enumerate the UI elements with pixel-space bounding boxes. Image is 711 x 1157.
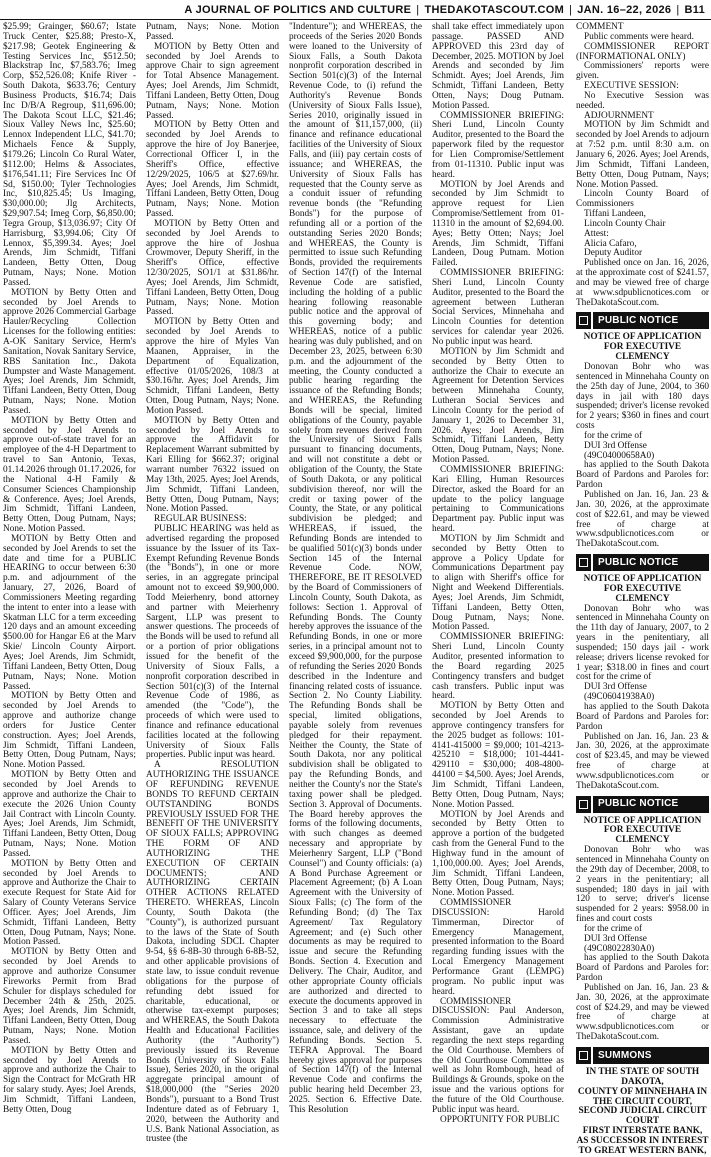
paragraph: Commissioners' reports were given. bbox=[576, 61, 709, 82]
header-separator: | bbox=[569, 3, 573, 16]
notice-square-icon bbox=[576, 1047, 593, 1064]
summons-heading: IN THE STATE OF SOUTH DAKOTA, bbox=[585, 1067, 700, 1087]
paragraph: MOTION by Betty Otten and seconded by Joel Arends to approve the Affidavit for Replacement Warrant submitted by Kari Elling for $662.37; original warrant number 76322 issued on May 13th, 2025. Ayes; Joel Arends, Jim Schmidt, Tiffani Landeen, Betty Otten, Doug Putnam, Nays; None. Motion Passed. bbox=[146, 415, 279, 515]
public-notice-banner bbox=[576, 312, 709, 329]
column-2 bbox=[146, 22, 279, 1145]
paragraph: "Indenture"); and WHEREAS, the proceeds of the Series 2020 Bonds were loaned to the University of Sioux Falls, a South Dakota nonprofit corporation described in Section 501(c)(3) of the Internal Revenue Code, to (i) refund the Authority's Revenue Bonds (University of Sioux Falls Issue), Series 2010, originally issued in the amount of $11,157,000, (ii) finance and refinance educational facilities of the University of Sioux Falls, and (iii) pay certain costs of issuance; and WHEREAS, the University of Sioux Falls has requested that the County serve as a conduit issuer of refunding revenue bonds (the "Refunding Bonds") for the purpose of refunding all or a portion of the outstanding Series 2020 Bonds; and WHEREAS, the County is permitted to issue such Refunding Bonds, provided the requirements of Section 147(f) of the Internal Revenue Code are satisfied, including the holding of a public hearing following reasonable public notice and the approval of this governing body; and WHEREAS, notice of a public hearing was duly published, and on December 23, 2025, between 6:30 p.m. and the adjournment of the meeting, the County conducted a public hearing regarding the issuance of the Refunding Bonds; and WHEREAS, the Refunding Bonds will be special, limited obligations of the County, payable solely from revenues derived from the University of Sioux Falls pursuant to financing documents, and will not constitute a debt or obligation of the County, the State of South Dakota, or any political subdivision thereof, nor will the credit or taxing power of the County, the State, or any political subdivision be pledged; and WHEREAS, if issued, the Refunding Bonds are intended to be qualified 501(c)(3) bonds under Section 145 of the Internal Revenue Code. NOW, THEREFORE, BE IT RESOLVED by the Board of Commissioners of Lincoln County, South Dakota, as follows: Section 1. Approval of Refunding Bonds. The County hereby approves the issuance of the Refunding Bonds, in one or more series, in a principal amount not to exceed $9,900,000, for the purpose of refunding the Series 2020 Bonds described in the Indenture and financing related costs of issuance. Section 2. No County Liability. The Refunding Bonds shall be special, limited obligations, payable solely from revenues pledged for their repayment. Neither the County, the State of South Dakota, nor any political subdivision shall be obligated to pay the Refunding Bonds, and neither the County's nor the State's taxing power shall be pledged. Section 3. Approval of Documents. The Board hereby approves the forms of the following documents, with such changes as deemed necessary and appropriate by Meierhenry Sargent, LLP ("Bond Counsel") and County officials: (a) A Bond Purchase Agreement or Placement Agreement; (b) A Loan Agreement with the University of Sioux Falls; (c) The form of the Refunding Bond; (d) The Tax Agreement/ Tax Regulatory Agreement; and (e) Such other documents as may be required to issue and secure the Refunding Bonds. Section 4. Execution and Delivery. The Chair, Auditor, and other appropriate County officials are authorized and directed to execute the documents approved in Section 3 and to take all steps necessary to effectuate the issuance, sale, and delivery of the Refunding Bonds. Section 5. TEFRA Approval. The Board hereby gives approval for purposes of Section 147(f) of the Internal Revenue Code and confirms the public hearing held December 23, 2025. Section 6. Effective Date. This Resolution bbox=[289, 22, 422, 1115]
notice-line: has applied to the South Dakota Board of Pardons and Paroles for: Pardon bbox=[576, 460, 709, 491]
public-notice-banner bbox=[576, 796, 709, 813]
paragraph: MOTION by Betty Otten and seconded by Joel Arends to approve out-of-state travel for an employee of the 4-H Department to travel to San Antonio, Texas, 01.14.2026 through 01.17.2026, for the National 4-H Family & Consumer Sciences Championship & Conference. Ayes; Joel Arends, Jim Schmidt, Tiffani Landeen, Betty Otten, Doug Putnam, Nays; None. Motion Passed. bbox=[3, 415, 136, 535]
paragraph: PUBLIC HEARING was held as advertised regarding the proposed issuance by the Issuer of its Tax-Exempt Refunding Revenue Bonds (the "Bonds"), in one or more series, in an aggregate principal amount not to exceed $9,900,000. Todd Meierhenry, bond attorney and partner with Meierhenry Sargent, LLP was present to answer questions. The proceeds of the Bonds will be used to refund all or a portion of prior obligations issued for the benefit of the University of Sioux Falls, a nonprofit corporation described in Section 501(c)(3) of the Internal Revenue Code of 1986, as amended (the "Code"), the proceeds of which were used to finance and refinance educational facilities located at the following University of Sioux Falls properties. Public input was heard. bbox=[146, 524, 279, 761]
notice-line: (49C04000658A0) bbox=[584, 450, 655, 461]
paragraph: COMMENT bbox=[576, 22, 624, 32]
paragraph: MOTION by Jim Schmidt and seconded by Joel Arends to adjourn at 7:52 p.m. until 8:30 a.m. on January 6, 2026. Ayes; Joel Arends, Jim Schmidt, Tiffani Landeen, Betty Otten, Doug Putnam, Nays; None. Motion Passed. bbox=[576, 120, 709, 190]
paragraph: OPPORTUNITY FOR PUBLIC bbox=[440, 1114, 560, 1125]
paragraph: Putnam, Nays; None. Motion Passed. bbox=[146, 22, 279, 42]
signature-line: Attest: bbox=[584, 228, 609, 239]
paragraph: Public comments were heard. bbox=[584, 31, 694, 42]
banner-label: PUBLIC NOTICE bbox=[598, 315, 679, 327]
notice-body: Donovan Bohr who was sentenced in Minnehaha County on the 11th day of January, 2007, to 2 years in the penitentiary, all suspended; 150 days jail - work release; drivers license revoked for 1 year; $318.00 in fines and court cost for the crime of bbox=[576, 603, 709, 683]
notice-square-icon bbox=[576, 796, 593, 813]
paragraph: COMMISSIONER BRIEFING: Sheri Lund, Lincoln County Auditor, presented to the Board the agreement between Lutheran Social Services, Minnehaha and Lincoln Counties for detention services for calendar year 2026. No public input was heard. bbox=[432, 268, 564, 347]
paragraph: MOTION by Betty Otten and seconded by Joel Arends to approve the hire of Joy Banerjee, Correctional Officer I, in the Sheriff's Office, effective 12/29/2025, 106/5 at $27.69/hr. Ayes; Joel Arends, Jim Schmidt, Tiffani Landeen, Betty Otten, Doug Putnam, Nays; None. Motion Passed. bbox=[146, 120, 279, 220]
column-3 bbox=[289, 22, 422, 1115]
paragraph: MOTION by Betty Otten and seconded by Joel Arends to approve the hire of Myles Van Maanen, Appraiser, in the Department of Equalization, effective 01/05/2026, 108/3 at $30.16/hr. Ayes; Joel Arends, Jim Schmidt, Tiffani Landeen, Betty Otten, Doug Putnam, Nays; None. Motion Passed. bbox=[146, 317, 279, 416]
paragraph: MOTION by Betty Otten and seconded by Joel Arends to approve and authorize the Chair to Sign the Contract for McGrath HR for salary study. Ayes; Joel Arends, Jim Schmidt, Tiffani Landeen, Betty Otten, Doug bbox=[3, 1045, 136, 1115]
paragraph: COMMISSIONER BRIEFING: Kari Elling, Human Resources Director, asked the Board for an update to the policy language pertaining to Communications Department pay. Public input was heard. bbox=[432, 464, 564, 535]
publication-note: Published on Jan. 16, Jan. 23 & Jan. 30, 2026, at the approximate cost of $23.45, and may be viewed free of charge at www.sdpublicnotices.com or TheDakotaScout.com. bbox=[576, 731, 709, 791]
notice-line: for the crime of bbox=[584, 430, 643, 441]
banner-label: PUBLIC NOTICE bbox=[598, 798, 679, 810]
paragraph: COMMISSIONER BRIEFING: Sheri Lund, Lincoln County Auditor, presented to the Board the paperwork filed by the requestor for Lien Compromise/Settlement from 01-11310. Public input was heard. bbox=[432, 110, 564, 180]
paragraph: MOTION by Betty Otten and seconded by Joel Arends to approve 2026 Commercial Garbage Hauler/Recycling Collection Licenses for the following entities: A-OK Sanitary Service, Herm's Sanitation, Novak Sanitary Service, RBS Sanitation Inc., Dakota Dumpster and Waste Management. Ayes; Joel Arends, Jim Schmidt, Tiffani Landeen, Betty Otten, Doug Putnam, Nays; None. Motion Passed. bbox=[3, 287, 136, 416]
paragraph: MOTION by Betty Otten and seconded by Joel Arends to approve contingency transfers for the 2025 budget as follows: 101-4141-415000 = $9,000; 101-4213-425210 = $18,000; 101-4441-429110 = $30,000; 408-4800-44100 = $4,500. Ayes; Joel Arends, Jim Schmidt, Tiffani Landeen, Betty Otten, Doug Putnam, Nays; None. Motion Passed. bbox=[432, 701, 564, 810]
site-name: THEDAKOTASCOUT.COM bbox=[424, 3, 565, 16]
notice-line: for the crime of bbox=[584, 923, 643, 934]
public-notice-banner bbox=[576, 554, 709, 571]
paragraph: MOTION by Betty Otten and seconded by Joel Arends to approve and authorize change orders for Justice Center construction. Ayes; Joel Arends, Jim Schmidt, Tiffani Landeen, Betty Otten, Doug Putnam, Nays; None. Motion Passed. bbox=[3, 691, 136, 771]
paragraph: A RESOLUTION AUTHORIZING THE ISSUANCE OF REFUNDING REVENUE BONDS TO REFUND CERTAIN OUTSTANDING BONDS PREVIOUSLY ISSUED FOR THE BENEFIT OF THE UNIVERSITY OF SIOUX FALLS; APPROVING THE FORM OF AND AUTHORIZING THE EXECUTION OF CERTAIN DOCUMENTS; AND AUTHORIZING CERTAIN OTHER ACTIONS RELATED THERETO. WHEREAS, Lincoln County, South Dakota (the "County"), is authorized pursuant to the laws of the State of South Dakota, including SDCL Chapter 9-54, §§ 6-8B-30 through 6-8B-52, and other applicable provisions of state law, to issue conduit revenue obligations for the purpose of refunding debt issued for charitable, educational, or otherwise tax-exempt purposes; and WHEREAS, the South Dakota Health and Educational Facilities Authority (the "Authority") previously issued its Revenue Bonds (University of Sioux Falls Issue), Series 2020, in the original aggregate principal amount of $18,000,000 (the "Series 2020 Bonds"), pursuant to a Bond Trust Indenture dated as of February 1, 2020, between the Authority and U.S. Bank National Association, as trustee (the bbox=[146, 760, 279, 1145]
notice-line: (49C06041938A0) bbox=[584, 692, 655, 703]
signature-line: Lincoln County Chair bbox=[584, 218, 666, 229]
paragraph: MOTION by Betty Otten and seconded by Joel Arends to approve the hire of Joshua Crowmover, Deputy Sheriff, in the Sheriff's Office, effective 12/30/2025, SO1/1 at $31.86/hr. Ayes; Joel Arends, Jim Schmidt, Tiffani Landeen, Betty Otten, Doug Putnam, Nays; None. Motion Passed. bbox=[146, 218, 279, 318]
paragraph: No Executive Session was needed. bbox=[576, 90, 709, 111]
notice-body: Donovan Bohr who was sentenced in Minnehaha County on the 29th day of December, 2008, to 2 years in the penitentiary; all suspended; 180 days in jail with 120 to serve; driver's license suspended for 2 years: $958.00 in fines and court costs bbox=[576, 845, 709, 925]
paragraph: COMMISSIONER BRIEFING: Sheri Lund, Lincoln County Auditor, presented information to the Board regarding 2025 Contingency transfers and budget cash transfers. Public input was heard. bbox=[432, 632, 564, 702]
notice-title: NOTICE OF APPLICATION FOR EXECUTIVE CLEMENCY bbox=[583, 815, 702, 846]
paragraph: EXECUTIVE SESSION: bbox=[584, 81, 679, 92]
column-4 bbox=[432, 22, 564, 1125]
notice-line: has applied to the South Dakota Board of Pardons and Paroles for: Pardon bbox=[576, 702, 709, 732]
paragraph: ADJOURNMENT bbox=[584, 110, 654, 121]
summons-heading: FIRST INTERSTATE BANK, AS SUCCESSOR IN INTEREST TO GREAT WESTERN BANK, bbox=[576, 1126, 709, 1156]
column-5 bbox=[576, 22, 709, 1156]
header-separator: | bbox=[676, 3, 680, 16]
paragraph: MOTION by Joel Arends and seconded by Jim Schmidt to approve request for Lien Compromise/Settlement from 01-11310 in the amount of $2,694.00. Ayes; Betty Otten; Nays; Joel Arends, Jim Schmidt, Tiffani Landeen, Doug Putnam. Motion Failed. bbox=[432, 179, 564, 269]
notice-body: Donovan Bohr who was sentenced in Minnehaha County on the 25th day of June, 2004, to 360 days in jail with 180 days suspended; driver's license revoked for 2 years; $360 in fines and court costs bbox=[576, 362, 709, 432]
notice-line: DUI 3rd Offense bbox=[584, 682, 647, 693]
paragraph: MOTION by Betty Otten and seconded by Joel Arends to approve and authorize Consumer Fireworks Permit from Brad Schuler for displays scheduled for December 24th & 25th, 2025. Ayes; Joel Arends, Jim Schmidt, Tiffani Landeen, Betty Otten, Doug Putnam, Nays; None. Motion Passed. bbox=[3, 947, 136, 1046]
signature-line: Tiffani Landeen, bbox=[584, 209, 646, 220]
notice-title: NOTICE OF APPLICATION FOR EXECUTIVE CLEMENCY bbox=[583, 332, 702, 363]
banner-label: PUBLIC NOTICE bbox=[598, 556, 679, 568]
paragraph: MOTION by Jim Schmidt and seconded by Betty Otten to authorize the Chair to execute an Agreement for Detention Services between Minnehaha County, Lutheran Social Services and Lincoln County for the period of January 1, 2026 to December 31, 2026. Ayes; Joel Arends, Jim Schmidt, Tiffani Landeen, Betty Otten, Doug Putnam, Nays; None. Motion Passed. bbox=[432, 346, 564, 466]
notice-square-icon bbox=[576, 554, 593, 571]
page-header bbox=[0, 0, 711, 20]
paragraph: MOTION by Betty Otten and seconded by Joel Arends to approve and authorize the Chair to execute the 2026 Union County Jail Contract with Lincoln County. Ayes; Joel Arends, Jim Schmidt, Tiffani Landeen, Betty Otten, Doug Putnam, Nays; None. Motion Passed. bbox=[3, 770, 136, 859]
notice-line: DUI 3rd Offense bbox=[584, 933, 647, 944]
notice-line: has applied to the South Dakota Board of Pardons and Paroles for: Pardon bbox=[576, 953, 709, 984]
summons-heading: COUNTY OF MINNEHAHA IN THE CIRCUIT COURT, SECOND JUDICIAL CIRCUIT COURT bbox=[577, 1086, 708, 1127]
paragraph: shall take effect immediately upon passage. PASSED AND APPROVED this 23rd day of December, 2025. MOTION by Joel Arends and seconded by Jim Schmidt. Ayes; Joel Arends, Jim Schmidt, Tiffani Landeen, Betty Otten, Nays; Doug Putnam. Motion Passed. bbox=[432, 22, 564, 111]
paragraph: COMMISSIONER DISCUSSION: Paul Anderson, Commission Administrative Assistant, gave an update regarding the next steps regarding the Old Courthouse. Members of the Old Courthouse Committee as well as John Rombough, head of Buildings & Grounds, spoke on the issue and the various options for the future of the Old Courthouse. Public input was heard. bbox=[432, 996, 564, 1115]
paragraph: COMMISSIONER REPORT (INFORMATIONAL ONLY) bbox=[576, 41, 709, 62]
paragraph: MOTION by Betty Otten and seconded by Joel Arends to set the date and time for a PUBLIC HEARING to occur between 6:30 p.m. and adjournment of the January, 27, 2026, Board of Commissioners Meeting regarding the intent to enter into a lease with Skatman LLC for a term exceeding 120 days and an amount exceeding $500.00 for Hangar E6 at the Marv Skie/ Lincoln County Airport. Ayes; Joel Arends, Jim Schmidt, Tiffani Landeen, Betty Otten, Doug Putnam, Nays; None. Motion Passed. bbox=[3, 533, 136, 692]
notice-line: (49C08022830A0) bbox=[584, 943, 655, 954]
signature-line: Deputy Auditor bbox=[584, 248, 643, 259]
paragraph: COMMISSIONER DISCUSSION: Harold Timmerman, Director of Emergency Management, presented information to the Board regarding funding issues with the Local Emergency Management Performance Grant (LEMPG) program. No public input was heard. bbox=[432, 898, 564, 997]
issue-date: JAN. 16–22, 2026 bbox=[577, 3, 672, 16]
paragraph: MOTION by Betty Otten and seconded by Joel Arends to approve Chair to sign agreement for Total Absence Management. Ayes; Joel Arends, Jim Schmidt, Tiffani Landeen, Betty Otten, Doug Putnam, Nays; None. Motion Passed. bbox=[146, 41, 279, 121]
notice-line: DUI 3rd Offense bbox=[584, 440, 647, 451]
signature-line: Alicia Cafaro, bbox=[584, 238, 637, 249]
signature-line: Lincoln County Board of Commissioners bbox=[576, 189, 709, 210]
page-number: B11 bbox=[684, 3, 705, 16]
paragraph: MOTION by Jim Schmidt and seconded by Betty Otten to approve a Policy Update for Communications Department pay to align with Sheriff's office for Night and Weekend Differentials. Ayes; Joel Arends, Jim Schmidt, Tiffani Landeen, Betty Otten, Doug Putnam, Nays; None. Motion Passed. bbox=[432, 533, 564, 633]
section-heading: REGULAR BUSINESS: bbox=[154, 514, 247, 525]
paragraph: MOTION by Joel Arends and seconded by Betty Otten to approve a portion of the budgeted cash from the General Fund to the Highway fund in the amount of 1,100,000.00. Ayes; Joel Arends, Jim Schmidt, Tiffani Landeen, Betty Otten, Doug Putnam, Nays; None. Motion Passed. bbox=[432, 809, 564, 899]
notice-title: NOTICE OF APPLICATION FOR EXECUTIVE CLEMENCY bbox=[583, 574, 702, 604]
publication-note: Published on Jan. 16, Jan. 23 & Jan. 30, 2026, at the approximate cost of $22.61, and may be viewed free of charge at www.sdpublicnotices.com or TheDakotaScout.com. bbox=[576, 489, 709, 550]
paragraph: MOTION by Betty Otten and seconded by Joel Arends to approve and Authorize the Chair to execute Request for State Aid for Salary of County Veterans Service Officer. Ayes; Joel Arends, Jim Schmidt, Tiffani Landeen, Betty Otten, Doug Putnam, Nays; None. Motion Passed. bbox=[3, 858, 136, 948]
publication-tagline: A JOURNAL OF POLITICS AND CULTURE bbox=[184, 3, 412, 16]
column-1 bbox=[3, 22, 136, 1115]
header-separator: | bbox=[416, 3, 420, 16]
notice-square-icon bbox=[576, 312, 593, 329]
paragraph: $25.99; Grainger, $60.67; Istate Truck Center, $25.88; Presto-X, $217.98; Geotek Engineering & Testing Services Inc, $512.50; Blackstrap Inc, $7,583.76; Imeg Corp, $52,526.08; Knife River - South Dakota, $633.76; Century Business Products, $16.74; Dais Inc D/B/A Regroup, $11,696.00; The Dakota Scout LLC, $21.46; Sioux Valley News Inc, $25.60; Lennox Independent LLC, $41.70; Michaels Fence & Supply, $179.26; Lincoln Co Rural Water, $112.00; Helms & Associates, $176,541.11; Fire Services Inc Of Sd, $150.00; Tyler Technologies Inc, $10,825.45; Us Imaging, $30,000.00; Jlg Architects, $29,907.54; Imeg Corp, $6,850.00; Tegra Group, $13,036.97; City Of Harrisburg, $3,994.06; City Of Lennox, $5,399.34. Ayes; Joel Arends, Jim Schmidt, Tiffani Landeen, Betty Otten, Doug Putnam, Nays; None. Motion Passed. bbox=[3, 22, 136, 288]
publication-note: Published on Jan. 16, Jan. 23 & Jan. 30, 2026, at the approximate cost of $24.29, and may be viewed free of charge at www.sdpublicnotices.com or TheDakotaScout.com. bbox=[576, 982, 709, 1043]
banner-label: SUMMONS bbox=[598, 1049, 652, 1061]
publication-note: Published once on Jan. 16, 2026, at the approximate cost of $241.57, and may be viewed free of charge at www.sdpublicnotices.com or TheDakotaScout.com. bbox=[576, 258, 709, 308]
summons-banner bbox=[576, 1047, 709, 1064]
